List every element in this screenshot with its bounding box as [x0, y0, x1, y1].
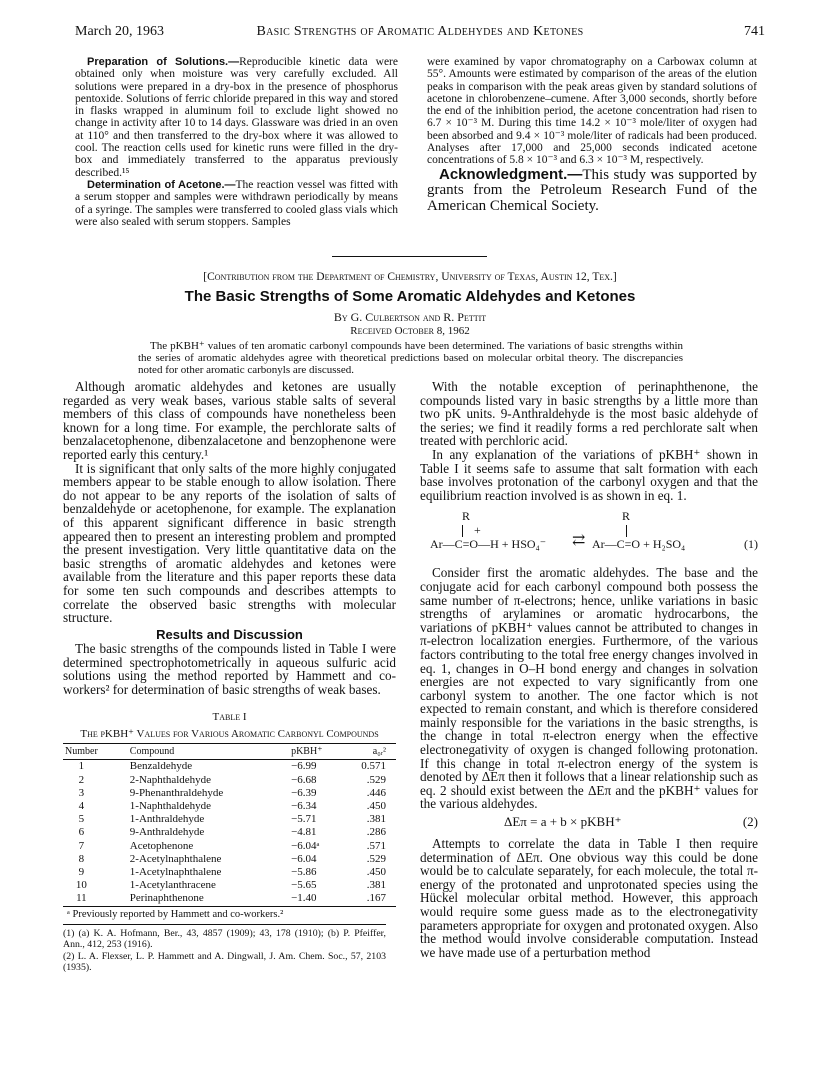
right-paragraph-1: With the notable exception of perinaphthenone, the compounds listed vary in basic strengths by a little more than two pK units. 9-Anthraldehyde is the most basic aldehyde of the series; we find it readily forms a red perchlorate salt when treated with perchloric acid.	[420, 379, 758, 449]
row-pkbh: −4.81	[291, 826, 317, 839]
row-number: 7	[78, 839, 85, 852]
row-compound: 1-Naphthaldehyde	[129, 800, 212, 813]
results-paragraph: The basic strengths of the compounds listed in Table I were determined spectrophotometrically in aqueous sulfuric acid solutions using the method reported by Hammett and co-workers² for determination of basic strengths of weak bases.	[63, 641, 396, 698]
table-row	[63, 800, 396, 813]
row-coefficient: .381	[366, 879, 386, 892]
received-date: Received October 8, 1962	[350, 325, 470, 337]
table-header-cell: Compound	[100, 744, 277, 760]
row-coefficient: 0.571	[361, 760, 386, 773]
equation-2	[420, 815, 758, 833]
pkbh-table	[63, 743, 396, 906]
vapor-chromatography-text: were examined by vapor chromatography on a Carbowax column at 55°. Amounts were estimated by comparison of the areas of the elution peaks in comparison with the peak areas given by standard solutions of acetone in chlorobenzene–cumene. After 3,000 seconds, shortly before the end of the inhibition period, the acetone concentration had risen to 6.7 × 10⁻³ M. During this time 14.2 × 10⁻³ mole/liter of oxygen had been absorbed and 9.4 × 10⁻³ mole/liter of radicals had been produced. Analyses after 17,000 and 25,000 seconds indicated acetone concentrations of 5.8 × 10⁻³ and 6.3 × 10⁻³ M, respectively.	[427, 56, 757, 167]
row-compound: Acetophenone	[129, 839, 194, 852]
row-compound: Benzaldehyde	[129, 760, 193, 773]
row-pkbh: −5.71	[291, 813, 317, 826]
eq2-number: (2)	[742, 814, 758, 830]
table-row	[63, 840, 396, 853]
table-row	[63, 760, 396, 774]
table-row	[63, 866, 396, 879]
prep-text: Reproducible kinetic data were obtained only when moisture was very carefully excluded. All solutions were prepared in a dry-box in the presence of phosphorus pentoxide. Solutions of ferric chloride prepared in this way and stored in flasks wrapped in aluminum foil to exclude light showed no change in activity after 10 to 14 days. Glassware was dried in an oven at 110° and then transferred to the dry-box where it was allowed to cool. The reaction cells used for kinetic runs were filled in the dry-box and immediately transferred to the apparatus previously described.¹⁵	[75, 56, 398, 179]
contribution-line: [Contribution from the Department of Chemistry, University of Texas, Austin 12, Tex.]	[203, 271, 617, 283]
table-header-cell: pKBH⁺	[277, 744, 344, 760]
abstract	[138, 340, 683, 376]
row-pkbh: −6.39	[291, 786, 317, 799]
row-number: 3	[78, 786, 85, 799]
row-coefficient: .450	[366, 866, 386, 879]
table-label: Table I	[212, 710, 247, 723]
table-row	[63, 853, 396, 866]
table-row	[63, 826, 396, 839]
page-number: 741	[744, 24, 765, 39]
row-compound: 9-Anthraldehyde	[129, 826, 205, 839]
row-coefficient: .529	[366, 773, 386, 786]
row-coefficient: .381	[366, 813, 386, 826]
author-byline: By G. Culbertson and R. Pettit	[333, 310, 487, 324]
eq2-expression: ΔEπ = a + b × pKBH⁺	[504, 814, 622, 830]
eq1-substituent-left: R	[462, 509, 471, 524]
row-coefficient: .571	[366, 839, 386, 852]
row-compound: 1-Acetylanthracene	[129, 879, 216, 892]
row-compound: 2-Naphthaldehyde	[129, 773, 212, 786]
table-footnote: ᵃ Previously reported by Hammett and co-workers.²	[67, 908, 284, 920]
acetone-text: The reaction vessel was fitted with a serum stopper and samples were withdrawn periodically by means of a syringe. The samples were transferred to cooled glass vials which were also sealed with serum stoppers. Samples	[75, 178, 398, 228]
article-title: The Basic Strengths of Some Aromatic Aldehydes and Ketones	[184, 288, 636, 305]
row-pkbh: −6.04ᵃ	[291, 839, 320, 852]
section-heading: Results and Discussion	[156, 626, 303, 642]
table-row	[63, 787, 396, 800]
row-number: 8	[78, 852, 85, 865]
eq1-equilibrium-arrow: ⇄	[572, 532, 586, 550]
main-left-column	[63, 380, 396, 974]
row-pkbh: −5.65	[291, 879, 317, 892]
table-row	[63, 813, 396, 826]
table-header-row	[63, 744, 396, 760]
footnote-1: (1) (a) K. A. Hofmann, Ber., 43, 4857 (1909); 43, 178 (1910); (b) P. Pfeiffer, Ann., 412, 253 (1916).	[63, 928, 386, 951]
footnotes	[63, 924, 386, 973]
eq1-bond-right	[626, 525, 627, 537]
table-caption: The pKBH⁺ Values for Various Aromatic Carbonyl Compounds	[80, 728, 379, 741]
footnote-2: (2) L. A. Flexser, L. P. Hammett and A. Dingwall, J. Am. Chem. Soc., 57, 2103 (1935).	[63, 951, 386, 974]
running-title: Basic Strengths of Aromatic Aldehydes and Ketones	[256, 24, 584, 39]
intro-paragraph-2: It is significant that only salts of the more highly conjugated members appear to be stable enough to allow isolation. There do not appear to be any reports of the isolation of salts of benzaldehyde or acetophenone, for example. The explanation of this apparent significant difference in basic strength appeared then to present an interesting problem and prompted the present investigation. Very little quantitative data on the basic strengths of aromatic aldehydes and ketones were available from the literature and this paper reports these data for some ten such compounds and describes attempts to correlate the observed basic strengths with molecular structure.	[63, 460, 396, 626]
eq1-charge: +	[474, 523, 481, 538]
row-pkbh: −6.68	[291, 773, 317, 786]
row-number: 4	[78, 800, 85, 813]
row-pkbh: −6.34	[291, 800, 317, 813]
row-compound: 1-Anthraldehyde	[129, 813, 205, 826]
row-number: 5	[78, 813, 85, 826]
row-number: 6	[78, 826, 85, 839]
right-paragraph-2: In any explanation of the variations of pKBH⁺ shown in Table I it seems safe to assume that salt formation with each base involves protonation of the carbonyl oxygen and that the equilibrium reaction involved is as shown in eq. 1.	[420, 446, 758, 503]
row-compound: 1-Acetylnaphthalene	[129, 866, 222, 879]
row-pkbh: −6.99	[291, 760, 317, 773]
row-number: 10	[75, 879, 87, 892]
table-row	[63, 892, 396, 906]
table-row	[63, 774, 396, 787]
acknowledgment-text: This study was supported by grants from the Petroleum Research Fund of the American Chemical Society.	[427, 166, 757, 214]
table-header-cell: a₀ᵣ²	[344, 744, 396, 760]
row-coefficient: .167	[366, 892, 386, 905]
row-pkbh: −6.04	[291, 852, 317, 865]
header-date: March 20, 1963	[75, 24, 165, 39]
acknowledgment-heading: Acknowledgment.—	[439, 165, 583, 183]
eq1-reactants: Ar—C=O—H + HSO₄⁻	[430, 537, 547, 552]
right-paragraph-4: Attempts to correlate the data in Table I then require determination of ΔEπ. One obvious way this could be done would be to calculate separately, for each molecule, the total π-energy of the protonated and unprotonated species using the Hückel molecular orbital method. However, this approach would require some guess made as to the electronegativity parameters appropriate for oxygen and protonated oxygen. Also the method would involve considerable computation. Instead we have made use of a perturbation method	[420, 836, 758, 960]
row-number: 2	[78, 773, 85, 786]
eq1-bond-left	[462, 525, 463, 537]
row-number: 9	[78, 866, 85, 879]
row-coefficient: .446	[366, 786, 386, 799]
row-pkbh: −1.40	[291, 892, 317, 905]
row-coefficient: .450	[366, 800, 386, 813]
previous-article-right-column	[427, 56, 757, 214]
page-header	[75, 24, 765, 44]
row-compound: 2-Acetylnaphthalene	[129, 852, 222, 865]
row-number: 1	[78, 760, 85, 773]
row-compound: Perinaphthenone	[129, 892, 204, 905]
abstract-text: The pKBH⁺ values of ten aromatic carbonyl compounds have been determined. The variations of basic strengths within the series of aromatic aldehydes agree with theoretical predictions based on molecular orbital theory. The discrepancies noted for other aromatic carbonyls are discussed.	[138, 340, 683, 376]
table-header-cell: Number	[63, 744, 100, 760]
main-right-column	[420, 380, 758, 959]
eq1-products: Ar—C=O + H₂SO₄	[592, 537, 686, 552]
acetone-heading: Determination of Acetone.—	[87, 178, 236, 191]
intro-paragraph-1: Although aromatic aldehydes and ketones are usually regarded as very weak bases, various stable salts of several members of this class of compounds have nonetheless been known for a long time. For example, the perchlorate salts of benzalacetophenone, dibenzalacetone and benzophenone were reported early this century.¹	[63, 379, 396, 462]
row-coefficient: .286	[366, 826, 386, 839]
equation-1	[420, 506, 758, 562]
row-coefficient: .529	[366, 852, 386, 865]
article-separator-rule	[332, 256, 487, 257]
table-body	[63, 760, 396, 906]
prep-heading: Preparation of Solutions.—	[87, 56, 240, 68]
row-number: 11	[76, 892, 87, 905]
eq1-number: (1)	[744, 537, 758, 552]
eq1-substituent-right: R	[622, 509, 631, 524]
row-compound: 9-Phenanthraldehyde	[129, 786, 224, 799]
row-pkbh: −5.86	[291, 866, 317, 879]
right-paragraph-3: Consider first the aromatic aldehydes. The base and the conjugate acid for each carbonyl compound both possess the same number of π-electrons; hence, unlike variations in basic strengths of arylamines or aromatic hydrocarbons, the variations of pKBH⁺ values cannot be attributed to changes in π-electron localization energies. Furthermore, of the various factors contributing to the total free energy changes involved in eq. 1, changes in O–H bond energy and changes in solvation energies are not expected to vary significantly from one carbonyl system to another. The one factor which is not expected to remain constant, and which is therefore considered mainly responsible for the variations in the basic strengths, is the change in total π-electron energy when the effective electronegativity of oxygen is changed following protonation. If this change in total π-electron energy of the system is denoted by ΔEπ then it follows that a linear relationship such as eq. 2 should exist between the ΔEπ and the pKBH⁺ values for the various aldehydes.	[420, 565, 758, 812]
previous-article-left-column	[75, 56, 398, 228]
table-row	[63, 879, 396, 892]
